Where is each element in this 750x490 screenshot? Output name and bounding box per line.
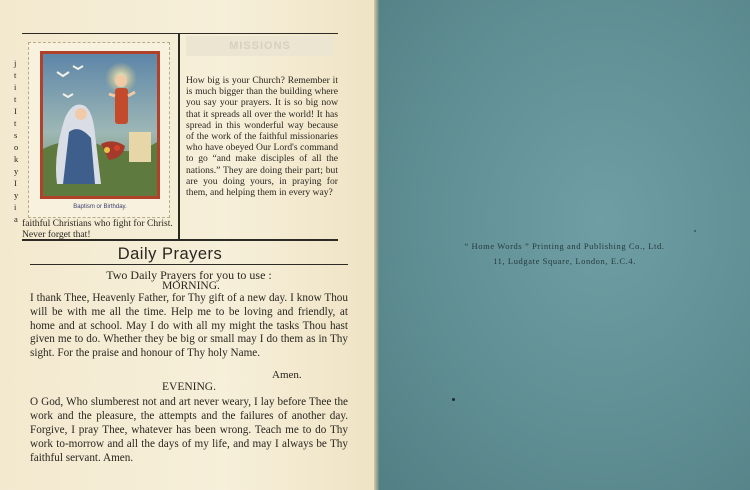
margin-letter: k bbox=[14, 154, 19, 164]
top-rule bbox=[22, 33, 338, 34]
margin-letter: o bbox=[14, 142, 19, 152]
margin-letter: I bbox=[14, 106, 17, 116]
publisher-imprint bbox=[379, 239, 750, 269]
margin-letter: y bbox=[14, 190, 19, 200]
stamp-caption: Baptism or Birthday. bbox=[73, 204, 127, 210]
title-underline bbox=[30, 264, 348, 265]
daily-prayers-title: Daily Prayers bbox=[117, 245, 223, 263]
cover-speck bbox=[694, 230, 696, 232]
margin-letters bbox=[14, 57, 22, 225]
stamp-illustration bbox=[40, 51, 160, 199]
missions-heading: MISSIONS bbox=[186, 36, 334, 56]
madonna-child-illustration bbox=[43, 54, 157, 196]
cover-speck bbox=[452, 398, 455, 401]
morning-heading: MORNING. bbox=[162, 280, 220, 292]
margin-letter: i bbox=[14, 82, 17, 92]
margin-letter: t bbox=[14, 94, 17, 104]
evening-prayer: O God, Who slumberest not and art never weary, I lay before Thee the work and the pleasure, the attempts and the failures of another day. Forgive, I pray Thee, whatever has been wrong. Teach me to do Thy work to-morrow and all the days of my life, and may I always be Thy faithful servant. Amen. bbox=[30, 396, 348, 464]
morning-prayer: I thank Thee, Heavenly Father, for Thy gift of a new day. I know Thou will be with me all the time. Help me to be loving and friendly, at home and at school. May I do with all my might the tasks Thou hast given me to do. Whether they be big or small may I do them as in Thy sight. For the praise and honour of Thy holy Name. bbox=[30, 292, 348, 360]
evening-heading: EVENING. bbox=[162, 381, 216, 393]
missions-paragraph: How big is your Church? Remember it is much bigger than the building where you say your prayers. It is so big now that it spreads all over the world! It has spread in this wonderful way because of the work of the faithful missionaries who have obeyed Our Lord's command to go “and make disciples of all the nations.” They are doing their part; but are you doing yours, in praying for them, and helping them in every way? bbox=[186, 75, 338, 199]
margin-letter: j bbox=[14, 58, 17, 68]
left-column-fragment: faithful Christians who fight for Christ. Never forget that! bbox=[22, 218, 173, 240]
publisher-address: 11, Ludgate Square, London, E.C.4. bbox=[493, 256, 636, 266]
margin-letter: t bbox=[14, 118, 17, 128]
margin-letter: y bbox=[14, 166, 19, 176]
margin-letter: t bbox=[14, 70, 17, 80]
prayer-stamp bbox=[28, 42, 170, 218]
margin-letter: a bbox=[14, 214, 18, 224]
column-divider bbox=[178, 34, 180, 240]
prayers-intro: Two Daily Prayers for you to use : bbox=[106, 268, 272, 282]
margin-letter: I bbox=[14, 178, 17, 188]
morning-amen: Amen. bbox=[272, 369, 302, 381]
publisher-name: “ Home Words ” Printing and Publishing Co., Ltd. bbox=[464, 241, 665, 251]
margin-letter: s bbox=[14, 130, 18, 140]
margin-letter: i bbox=[14, 202, 17, 212]
